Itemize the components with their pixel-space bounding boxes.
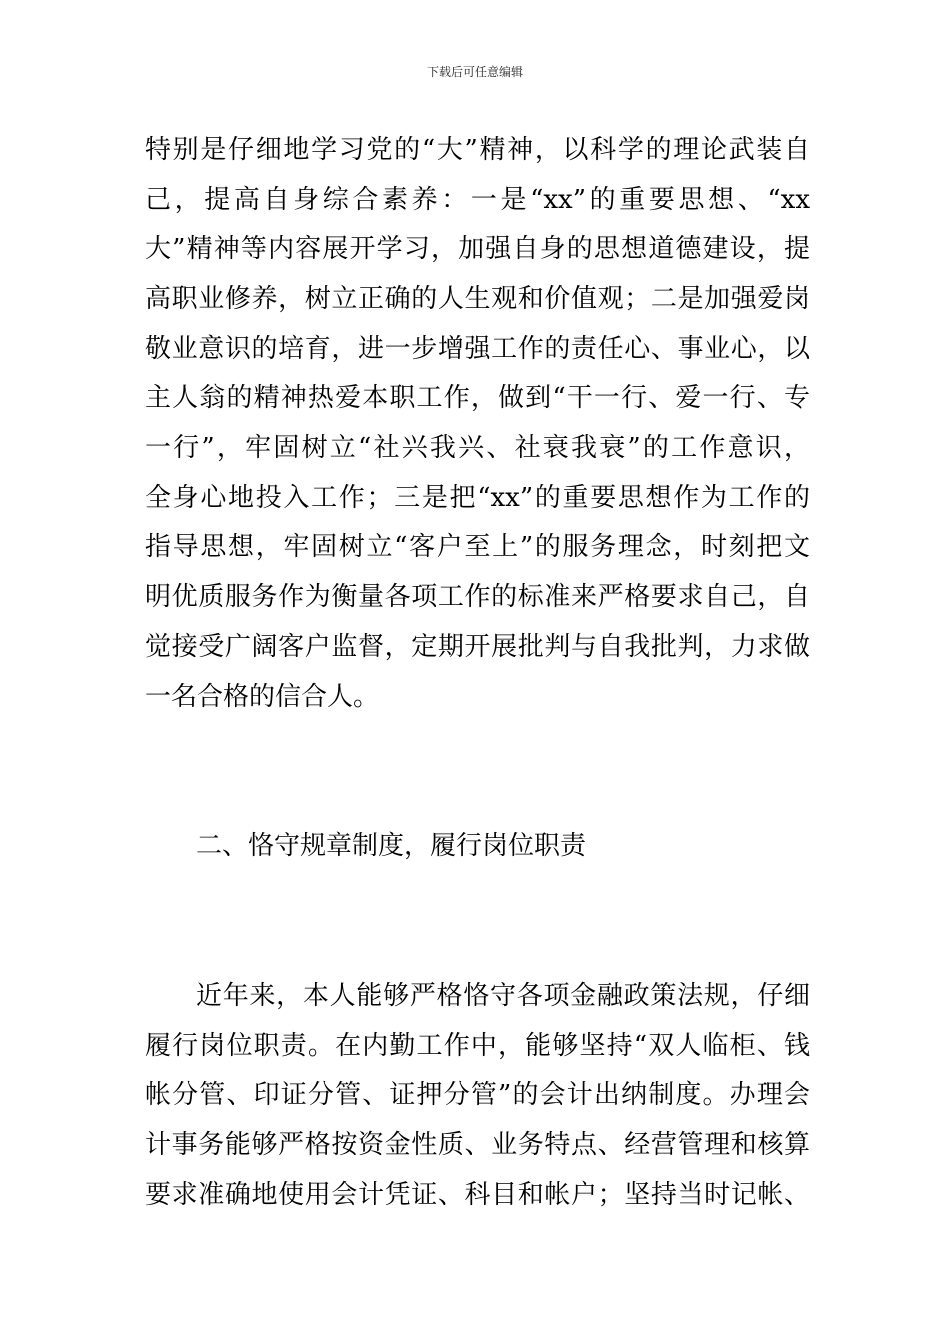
paragraph-line: 计事务能够严格按资金性质、业务特点、经营管理和核算 — [145, 1130, 810, 1160]
paragraph-line: 觉接受广阔客户监督，定期开展批判与自我批判，力求做 — [145, 632, 810, 662]
paragraph-line: 指导思想，牢固树立“客户至上”的服务理念，时刻把文 — [145, 532, 810, 562]
paragraph-line: 主人翁的精神热爱本职工作，做到“干一行、爱一行、专 — [145, 383, 810, 413]
section-heading: 二、恪守规章制度，履行岗位职责 — [196, 831, 587, 861]
paragraph-line: 一行”，牢固树立“社兴我兴、社衰我衰”的工作意识， — [145, 433, 810, 463]
paragraph-line: 全身心地投入工作；三是把“xx”的重要思想作为工作的 — [145, 483, 810, 513]
paragraph-line: 履行岗位职责。在内勤工作中，能够坚持“双人临柜、钱 — [145, 1031, 810, 1061]
paragraph-line: 近年来，本人能够严格恪守各项金融政策法规，仔细 — [196, 981, 810, 1011]
paragraph-line: 高职业修养，树立正确的人生观和价值观；二是加强爱岗 — [145, 284, 810, 314]
paragraph-line: 要求准确地使用会计凭证、科目和帐户；坚持当时记帐、 — [145, 1180, 810, 1210]
paragraph-line: 己，提高自身综合素养：一是“xx”的重要思想、“xx — [145, 185, 810, 215]
paragraph-line: 帐分管、印证分管、证押分管”的会计出纳制度。办理会 — [145, 1080, 810, 1110]
paragraph-line: 明优质服务作为衡量各项工作的标准来严格要求自己，自 — [145, 582, 810, 612]
paragraph-line: 敬业意识的培育，进一步增强工作的责任心、事业心，以 — [145, 334, 810, 364]
paragraph-line: 特别是仔细地学习党的“大”精神，以科学的理论武装自 — [145, 135, 810, 165]
paragraph-line: 大”精神等内容展开学习，加强自身的思想道德建设，提 — [145, 234, 810, 264]
page-header: 下载后可任意编辑 — [426, 65, 523, 79]
paragraph-line: 一名合格的信合人。 — [145, 682, 380, 712]
